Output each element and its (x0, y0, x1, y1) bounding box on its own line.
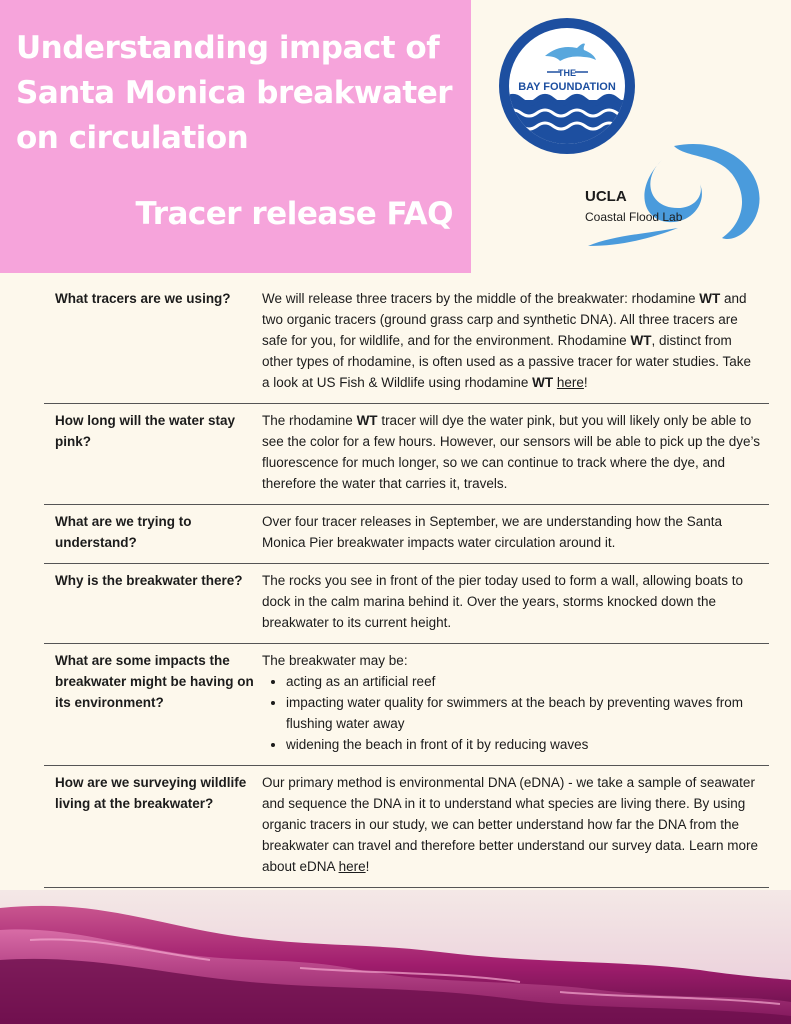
page-title: Understanding impact of Santa Monica breakwater on circulation (16, 30, 453, 156)
ucla-wordmark (585, 188, 682, 225)
ocean-wave-image (0, 890, 791, 1024)
faq-answer: Our primary method is environmental DNA (eDNA) - we take a sample of seawater and sequence the DNA in it to understand what species are living there. By using organic tracers in our study, we can better understand how far the DNA from the breakwater can travel and therefore better understand our survey data. Learn more about eDNA here! (262, 775, 759, 874)
faq-row (44, 404, 769, 505)
faq-answer: The rhodamine WT tracer will dye the water pink, but you will likely only be able to see the color for a few hours. However, our sensors will be able to pick up the dye’s fluorescence for much longer, so we can continue to track where the dye, and therefore the water that carries it, travels. (262, 413, 761, 491)
bay-logo-the: THE (558, 68, 576, 78)
list-item: • acting as an artificial reef (286, 671, 762, 692)
impact-list (262, 671, 762, 755)
ucla-name: UCLA (585, 188, 627, 205)
bay-foundation-logo (497, 16, 637, 156)
bay-logo-name: BAY FOUNDATION (518, 81, 616, 93)
faq-list (44, 282, 769, 888)
edna-link[interactable]: here (338, 859, 366, 874)
faq-answer-intro: The breakwater may be: (262, 653, 408, 668)
faq-answer: Over four tracer releases in September, we are understanding how the Santa Monica Pier breakwater impacts water circulation around it. (262, 514, 723, 550)
list-item: • widening the beach in front of it by reducing waves (286, 734, 762, 755)
list-item: • impacting water quality for swimmers at the beach by preventing waves from flushing water away (286, 692, 762, 734)
faq-question: How long will the water stay pink? (55, 413, 236, 449)
faq-row (44, 505, 769, 564)
faq-question: What tracers are we using? (55, 291, 231, 306)
faq-row (44, 644, 769, 766)
faq-question: Why is the breakwater there? (55, 573, 243, 588)
faq-row (44, 282, 769, 404)
ucla-lab-name: Coastal Flood Lab (585, 210, 683, 224)
faq-answer: The rocks you see in front of the pier today used to form a wall, allowing boats to dock in the calm marina behind it. Over the years, storms knocked down the breakwater to its current height. (262, 573, 744, 630)
fws-rhodamine-link[interactable]: here (556, 375, 584, 390)
faq-answer: We will release three tracers by the middle of the breakwater: rhodamine WT and two organic tracers (ground grass carp and synthetic DNA). All three tracers are safe for you, for wildlife, and for the environment. Rhodamine WT, distinct from other types of rhodamine, is often used as a passive tracer for water studies. Take a look at US Fish & Wildlife using rhodamine WT here! (262, 291, 752, 390)
faq-question: What are we trying to understand? (55, 514, 192, 550)
faq-question: What are some impacts the breakwater might be having on its environment? (55, 653, 254, 710)
faq-question: How are we surveying wildlife living at the breakwater? (55, 775, 247, 811)
faq-answer (262, 650, 762, 755)
header-banner (0, 0, 471, 273)
page-subtitle: Tracer release FAQ (135, 196, 453, 232)
faq-row (44, 766, 769, 888)
faq-row (44, 564, 769, 644)
